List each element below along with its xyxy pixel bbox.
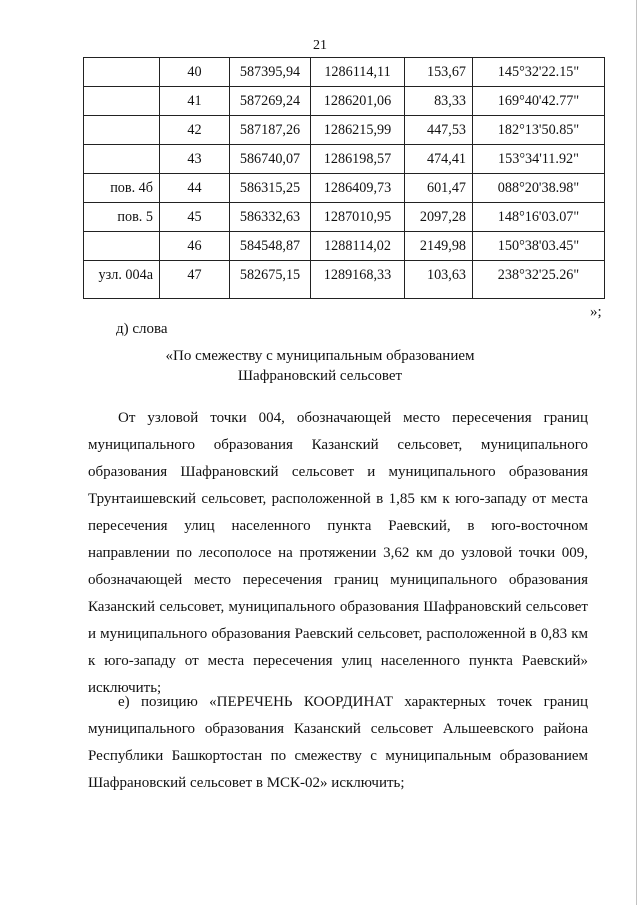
paragraph-line: образования Шафрановский сельсовет и муниципального образования: [88, 464, 588, 480]
table-cell-point: 42: [160, 116, 230, 145]
table-cell-y: 1289168,33: [311, 261, 405, 299]
table-cell-point: 43: [160, 145, 230, 174]
table-cell-length: 2149,98: [405, 232, 473, 261]
paragraph-line: Республики Башкортостан по смежеству с муниципальным образованием: [88, 748, 588, 764]
table-cell-y: 1288114,02: [311, 232, 405, 261]
table-cell-y: 1286114,11: [311, 58, 405, 87]
paragraph-line: Казанский сельсовет, муниципального образования Шафрановский сельсовет: [88, 599, 588, 615]
table-cell-y: 1286409,73: [311, 174, 405, 203]
table-cell-angle: 153°34'11.92": [473, 145, 605, 174]
table-cell-y: 1286215,99: [311, 116, 405, 145]
table-cell-label: пов. 5: [84, 203, 160, 232]
item-d-label: д) слова: [116, 321, 168, 337]
table-row: [84, 261, 605, 299]
table-cell-angle: 182°13'50.85": [473, 116, 605, 145]
table-cell-x: 582675,15: [230, 261, 311, 299]
table-cell-y: 1287010,95: [311, 203, 405, 232]
table-cell-length: 153,67: [405, 58, 473, 87]
table-cell-label: [84, 116, 160, 145]
table-cell-x: 586315,25: [230, 174, 311, 203]
table-cell-label: пов. 4б: [84, 174, 160, 203]
paragraph-line: и муниципального образования Раевский сельсовет, расположенной в 0,83 км: [88, 626, 588, 642]
table-cell-length: 474,41: [405, 145, 473, 174]
table-cell-x: 587269,24: [230, 87, 311, 116]
table-cell-angle: 238°32'25.26": [473, 261, 605, 299]
table-cell-x: 586740,07: [230, 145, 311, 174]
paragraph-line: к юго-западу от места пересечения улиц населенного пункта Раевский»: [88, 653, 588, 669]
paragraph-line: направлении по лесополосе на протяжении 3,62 км до узловой точки 009,: [88, 545, 588, 561]
table-row: [84, 87, 605, 116]
table-cell-label: узл. 004а: [84, 261, 160, 299]
paragraph-line: Трунтаишевский сельсовет, расположенной в 1,85 км к юго-западу от места: [88, 491, 588, 507]
paragraph-line: е) позицию «ПЕРЕЧЕНЬ КООРДИНАТ характерных точек границ: [118, 694, 588, 710]
table-row: [84, 145, 605, 174]
section-heading-line-1: «По смежеству с муниципальным образованием: [165, 348, 475, 364]
page-edge: [636, 0, 637, 905]
table-cell-label: [84, 87, 160, 116]
coordinates-table: [83, 57, 605, 299]
paragraph-line: муниципального образования Казанский сельсовет, муниципального: [88, 437, 588, 453]
table-cell-x: 587187,26: [230, 116, 311, 145]
table-cell-length: 103,63: [405, 261, 473, 299]
table-row: [84, 174, 605, 203]
table-cell-length: 601,47: [405, 174, 473, 203]
table-cell-length: 83,33: [405, 87, 473, 116]
table-cell-label: [84, 58, 160, 87]
table-cell-point: 47: [160, 261, 230, 299]
paragraph-line: Шафрановский сельсовет в МСК-02» исключить;: [88, 775, 405, 791]
table-cell-length: 447,53: [405, 116, 473, 145]
closing-quote: »;: [590, 304, 602, 320]
table-cell-x: 587395,94: [230, 58, 311, 87]
table-cell-point: 46: [160, 232, 230, 261]
table-cell-length: 2097,28: [405, 203, 473, 232]
table-cell-y: 1286198,57: [311, 145, 405, 174]
paragraph-line: исключить;: [88, 680, 162, 696]
paragraph-line: муниципального образования Казанский сельсовет Альшеевского района: [88, 721, 588, 737]
table-cell-point: 45: [160, 203, 230, 232]
paragraph-line: обозначающей место пересечения границ муниципального образования: [88, 572, 588, 588]
table-cell-x: 586332,63: [230, 203, 311, 232]
table-row: [84, 58, 605, 87]
table-cell-point: 40: [160, 58, 230, 87]
boundary-description-paragraph: [88, 405, 588, 702]
page-number: 21: [313, 38, 327, 53]
section-heading-line-2: Шафрановский сельсовет: [237, 368, 403, 384]
table-cell-angle: 150°38'03.45": [473, 232, 605, 261]
paragraph-line: пересечения улиц населенного пункта Раевский, в юго-восточном: [88, 518, 588, 534]
table-cell-x: 584548,87: [230, 232, 311, 261]
table-cell-point: 41: [160, 87, 230, 116]
table-row: [84, 203, 605, 232]
table-cell-point: 44: [160, 174, 230, 203]
table-cell-angle: 169°40'42.77": [473, 87, 605, 116]
table-cell-angle: 088°20'38.98": [473, 174, 605, 203]
table-row: [84, 116, 605, 145]
paragraph-line: От узловой точки 004, обозначающей место пересечения границ: [118, 410, 588, 426]
table-row: [84, 232, 605, 261]
table-cell-label: [84, 232, 160, 261]
table-cell-label: [84, 145, 160, 174]
table-cell-angle: 148°16'03.07": [473, 203, 605, 232]
table-cell-y: 1286201,06: [311, 87, 405, 116]
table-cell-angle: 145°32'22.15": [473, 58, 605, 87]
item-e-paragraph: [88, 689, 588, 797]
